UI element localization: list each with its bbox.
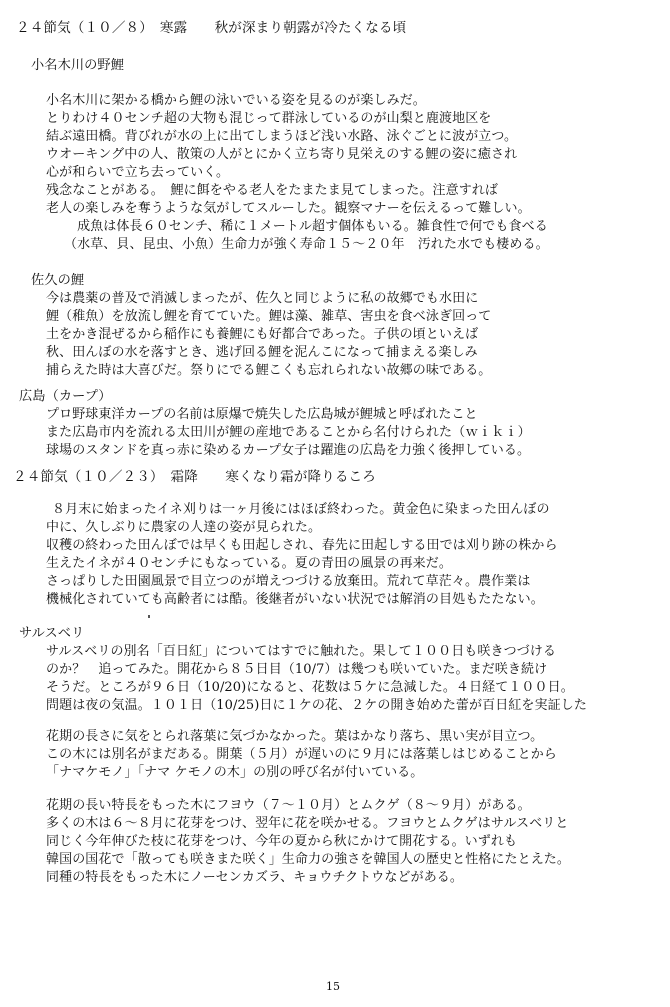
paragraph-line: （水草、貝、昆虫、小魚）生命力が強く寿命１５～２０年 汚れた水でも棲める。 [64,237,549,252]
scan-speck [148,615,150,618]
paragraph-line: また広島市内を流れる太田川が鯉の産地であることから名付けられた（ｗｉｋｉ） [46,425,531,440]
paragraph-line: サルスベリの別名「百日紅」についてはすでに触れた。果して１００日も咲きつづける [46,644,556,659]
paragraph-line: 捕らえた時は大喜びだ。祭りにでる鯉こくも忘れられない故郷の味である。 [46,363,492,378]
paragraph-line: 今は農薬の普及で消滅しまったが、佐久と同じように私の故郷でも水田に [46,291,479,306]
paragraph-line: 鯉（稚魚）を放流し鯉を育てていた。鯉は藻、雑草、害虫を食べ泳ぎ回って [46,309,492,324]
paragraph-line: 成魚は体長６０センチ、稀に１メートル超す個体もいる。雑食性で何でも食べる [64,219,548,234]
paragraph-line: 結ぶ遠田橋。背びれが水の上に出てしまうほど浅い水路、泳ぐごとに波が立つ。 [46,129,518,144]
paragraph-line: のか？ 追ってみた。開花から８５日目（10/7）は幾つも咲いていた。まだ咲き続け [46,662,548,677]
paragraph-line: 中に、久しぶりに農家の人達の姿が見られた。 [46,520,322,535]
section-heading-soukou: ２４節気（１０／２３） 霜降 寒くなり霜が降りるころ [13,469,376,485]
paragraph-line: 球場のスタンドを真っ赤に染めるカープ女子は躍進の広島を力強く後押している。 [46,443,531,458]
paragraph-line: 「ナマケモノ」「ナマ ケモノの木」の別の呼び名が付いている。 [46,765,424,780]
paragraph-line: 小名木川に架かる橋から鯉の泳いでいる姿を見るのが楽しみだ。 [46,93,426,108]
paragraph-line: とりわけ４０センチ超の大物も混じって群泳しているのが山梨と鹿渡地区を [46,111,492,126]
subsection-title-sarusuberi: サルスベリ [19,626,85,641]
paragraph-line: ８月末に始まったイネ刈りは一ヶ月後にはほぼ終わった。黄金色に染まった田んぼの [52,502,550,517]
page-number: 15 [326,980,340,993]
paragraph-line: 花期の長い特長をもった木にフヨウ（７～１０月）とムクゲ（８～９月）がある。 [46,798,531,813]
paragraph-line: この木には別名がまだある。開葉（５月）が遅いのに９月には落葉しはじめることから [46,747,557,762]
subsection-title-hiroshima: 広島（カープ） [19,389,112,404]
paragraph-line: 多くの木は６～８月に花芽をつけ、翌年に花を咲かせる。フヨウとムクゲはサルスベリと [46,816,569,831]
paragraph-line: さっぱりした田園風景で目立つのが増えつづける放棄田。荒れて草茫々。農作業は [46,574,531,589]
paragraph-line: 同種の特長をもった木にノーセンカズラ、キョウチクトウなどがある。 [46,870,463,885]
paragraph-line: ウオーキング中の人、散策の人がとにかく立ち寄り見栄えのする鯉の姿に癒され [46,147,518,162]
subsection-title-onagigawa: 小名木川の野鯉 [31,58,125,73]
section-heading-kanro: ２４節気（１０／８） 寒露 秋が深まり朝露が冷たくなる頃 [16,20,407,36]
paragraph-line: プロ野球東洋カープの名前は原爆で焼失した広島城が鯉城と呼ばれたこと [46,407,478,422]
paragraph-line: 同じく今年伸びた枝に花芽をつけ、今年の夏から秋にかけて開花する。いずれも [46,834,518,849]
paragraph-line: 花期の長さに気をとられ落葉に気づかなかった。葉はかなり落ち、黒い実が目立つ。 [46,729,544,744]
paragraph-line: そうだ。ところが９６日（10/20)になると、花数は５ケに急減した。４日経て１００日。 [46,680,574,695]
paragraph-line: 土をかき混ぜるから稲作にも養鯉にも好都合であった。子供の頃といえば [46,327,479,342]
paragraph-line: 生えたイネが４０センチにもなっている。夏の青田の風景の再来だ。 [46,556,452,571]
paragraph-line: 心が和らいで立ち去っていく。 [46,165,230,180]
paragraph-line: 残念なことがある。 鯉に餌をやる老人をたまたま見てしまった。注意すれば [46,183,499,198]
paragraph-line: 老人の楽しみを奪うような気がしてスルーした。観察マナーを伝えるって難しい。 [46,201,531,216]
paragraph-line: 韓国の国花で「散っても咲きまた咲く」生命力の強さを韓国人の歴史と性格にたとえた。 [46,852,571,867]
paragraph-line: 機械化されていても高齢者には酷。後継者がいない状況では解消の目処もたたない。 [46,592,544,607]
paragraph-line: 秋、田んぼの水を落すとき、逃げ回る鯉を泥んこになって捕まえる楽しみ [46,345,478,360]
paragraph-line: 収穫の終わった田んぼでは早くも田起しされ、春先に田起しする田では刈り跡の株から [46,538,558,553]
subsection-title-saku: 佐久の鯉 [31,273,85,288]
paragraph-line: 問題は夜の気温。１０１日（10/25)日に１ケの花、２ケの開き始めた蕾が百日紅を実証した [46,698,587,713]
